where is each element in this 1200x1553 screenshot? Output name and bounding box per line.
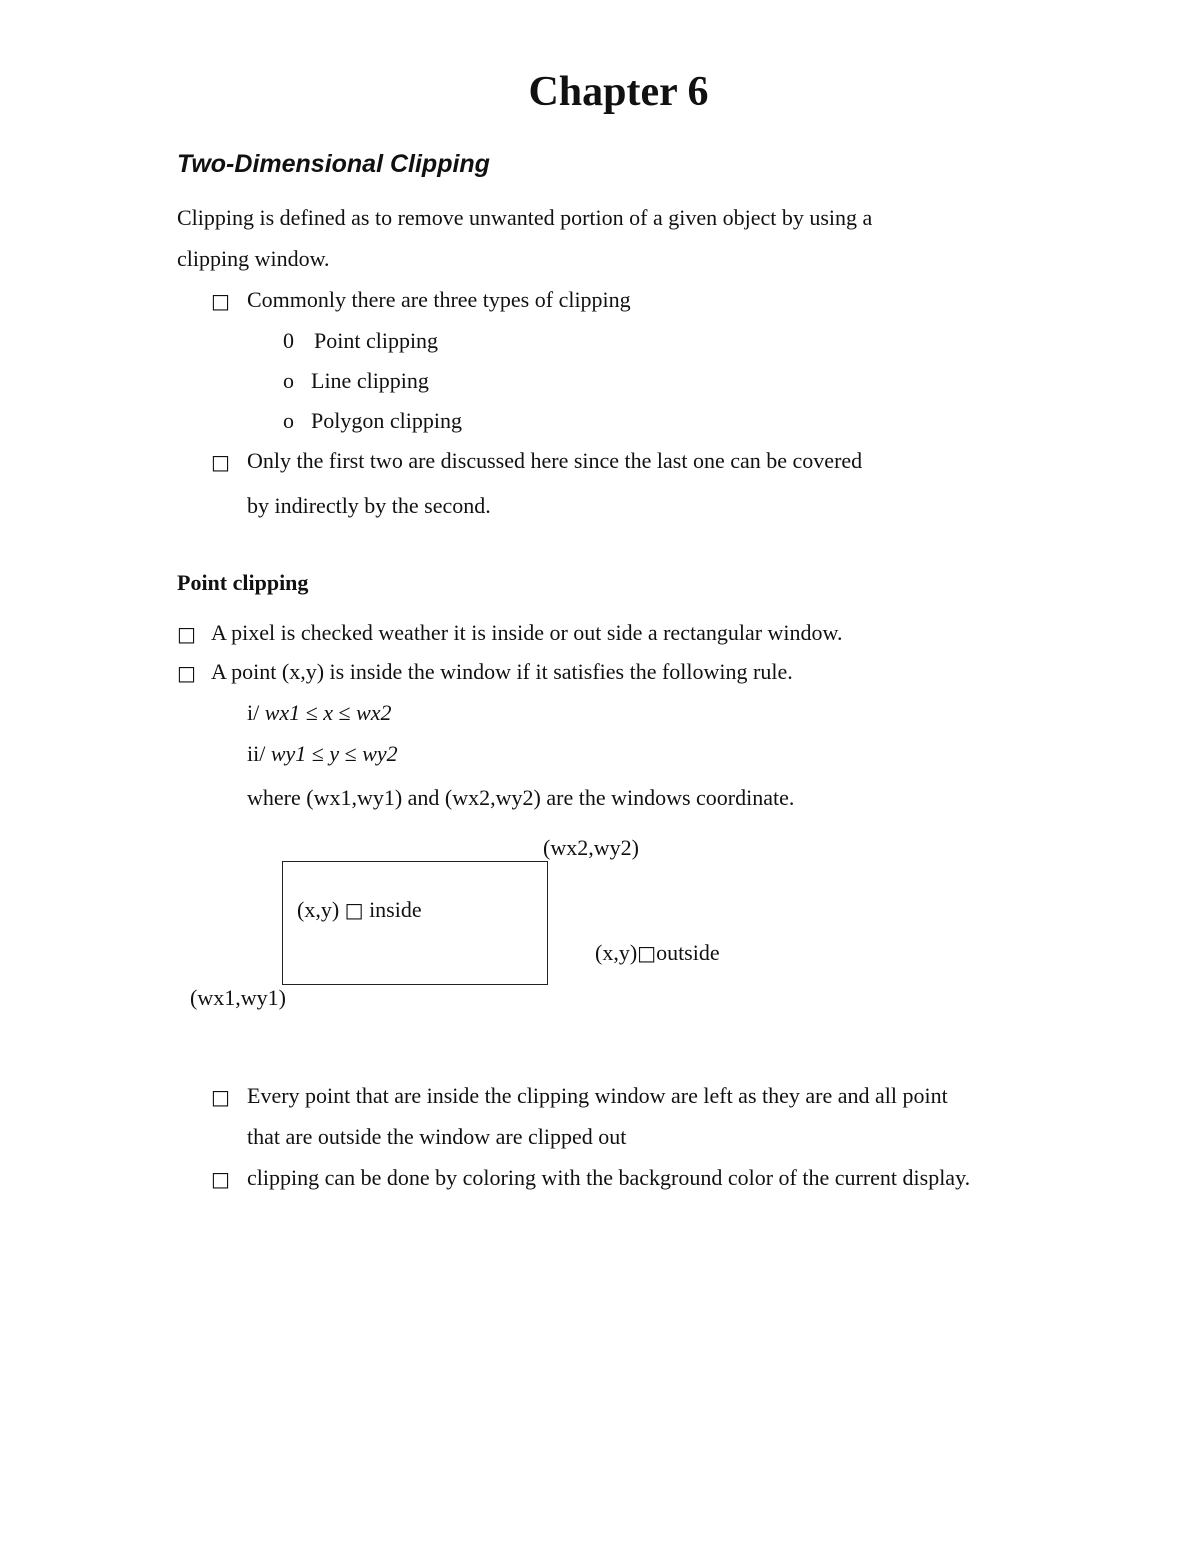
rule-2 xyxy=(247,741,398,767)
rule-rhs: wx2 xyxy=(356,700,392,725)
bullet-icon: □ xyxy=(177,622,196,646)
top-right-coord-label: (wx2,wy2) xyxy=(543,835,639,860)
rule-1 xyxy=(247,700,392,726)
bottom-left-coord-label: (wx1,wy1) xyxy=(190,985,286,1010)
intro-line-2: clipping window. xyxy=(177,246,330,271)
types-intro: Commonly there are three types of clipping xyxy=(247,287,631,312)
rule-rhs: wy2 xyxy=(362,741,398,766)
outside-text: outside xyxy=(656,940,720,965)
list-item: Point clipping xyxy=(314,328,439,353)
where-line: where (wx1,wy1) and (wx2,wy2) are the windows coordinate. xyxy=(247,785,795,810)
leq-symbol: ≤ xyxy=(338,700,351,725)
chapter-title: Chapter 6 xyxy=(528,69,709,115)
list-item: Line clipping xyxy=(311,368,429,393)
bullet-icon: □ xyxy=(177,661,196,685)
outside-point: (x,y) xyxy=(595,940,638,965)
section-title: Two-Dimensional Clipping xyxy=(177,150,490,178)
list-item: Polygon clipping xyxy=(311,408,462,433)
bullet-icon: □ xyxy=(211,450,230,474)
leq-symbol: ≤ xyxy=(305,700,318,725)
section-heading: Point clipping xyxy=(177,570,309,595)
outside-label xyxy=(595,940,720,966)
inside-text: inside xyxy=(369,897,422,922)
rule-label: i/ xyxy=(247,700,260,725)
closing-bullet-1-line-1: Every point that are inside the clipping window are left as they are and all point xyxy=(247,1083,948,1108)
point-bullet-1: A pixel is checked weather it is inside or out side a rectangular window. xyxy=(211,620,843,645)
sub-bullet-marker: 0 xyxy=(283,328,294,353)
bullet-icon: □ xyxy=(211,289,230,313)
arrow-icon: □ xyxy=(637,941,657,965)
rule-var: y xyxy=(329,741,340,766)
bullet-icon: □ xyxy=(211,1085,230,1109)
sub-bullet-marker: o xyxy=(283,408,294,433)
note-line-1: Only the first two are discussed here since the last one can be covered xyxy=(247,448,863,473)
bullet-icon: □ xyxy=(211,1167,230,1191)
inside-label xyxy=(297,897,422,923)
intro-line-1: Clipping is defined as to remove unwanted portion of a given object by using a xyxy=(177,205,873,230)
sub-bullet-marker: o xyxy=(283,368,294,393)
clipping-window-rect xyxy=(282,861,548,985)
rule-var: x xyxy=(323,700,334,725)
inside-point: (x,y) xyxy=(297,897,340,922)
leq-symbol: ≤ xyxy=(344,741,357,766)
point-bullet-2: A point (x,y) is inside the window if it satisfies the following rule. xyxy=(211,659,793,684)
closing-bullet-2: clipping can be done by coloring with the background color of the current display. xyxy=(247,1165,971,1190)
rule-label: ii/ xyxy=(247,741,266,766)
leq-symbol: ≤ xyxy=(311,741,324,766)
arrow-icon: □ xyxy=(344,898,364,922)
rule-lhs: wx1 xyxy=(264,700,301,725)
rule-lhs: wy1 xyxy=(270,741,307,766)
note-line-2: by indirectly by the second. xyxy=(247,493,491,518)
closing-bullet-1-line-2: that are outside the window are clipped out xyxy=(247,1124,627,1149)
